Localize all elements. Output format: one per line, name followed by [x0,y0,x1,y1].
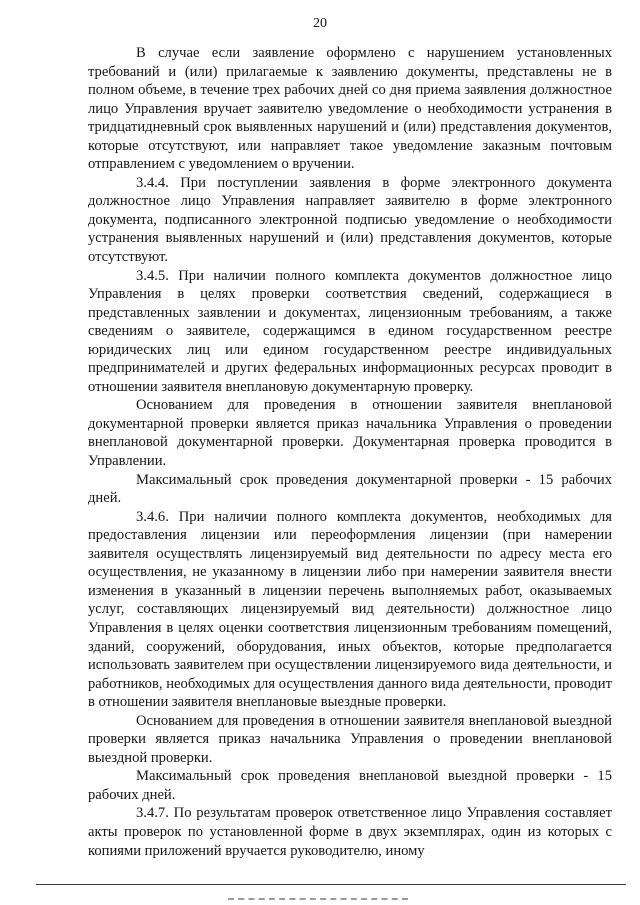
paragraph-documentary-check-term: Максимальный срок проведения документарной проверки - 15 рабочих дней. [88,471,612,507]
footer-scan-marks [228,898,408,903]
document-body [88,44,612,860]
paragraph-3-4-4: 3.4.4. При поступлении заявления в форме электронного документа должностное лицо Управления направляет заявителю в форме электронного документа, подписанного электронной подписью уведомление о необходимости устранения выявленных нарушений и (или) представления документов, которые отсутствуют. [88,174,612,266]
paragraph-onsite-check-term: Максимальный срок проведения внеплановой выездной проверки - 15 рабочих дней. [88,768,612,803]
paragraph-documentary-check-basis: Основанием для проведения в отношении заявителя внеплановой документарной проверки является приказ начальника Управления о проведении внеплановой документарной проверки. Документарная проверка проводится в Управлении. [88,397,612,470]
paragraph-3-4-6: 3.4.6. При наличии полного комплекта документов, необходимых для предоставления лицензии или переоформления лицензии (при намерении заявителя осуществлять лицензируемый вид деятельности по адресу места его осуществления, не указанному в лицензии либо при намерении заявителя внести изменения в указанный в лицензии перечень выполняемых работ, оказываемых услуг, составляющих лицензируемый вид деятельности) должностное лицо Управления в целях оценки соответствия лицензионным требованиям помещений, зданий, сооружений, оборудования, иных объектов, которые предполагается использовать заявителем при осуществлении лицензируемого вида деятельности, и работников, необходимых для осуществления данного вида деятельности, проводит в отношении заявителя внеплановые выездные проверки. [88,508,612,711]
paragraph-3-4-5: 3.4.5. При наличии полного комплекта документов должностное лицо Управления в целях проверки соответствия сведений, содержащиеся в представленных заявлении и документах, лицензионным требованиям, а также сведениям о заявителе, содержащимся в едином государственном реестре юридических лиц или едином государственном реестре индивидуальных предпринимателей и других федеральных информационных ресурсах проводит в отношении заявителя внеплановую документарную проверку. [88,267,612,395]
page-number: 20 [313,16,327,31]
footer-rule [36,884,626,885]
paragraph-3-4-7: 3.4.7. По результатам проверок ответственное лицо Управления составляет акты проверок по установленной форме в двух экземплярах, один из которых с копиями приложений вручается руководителю, иному [88,805,612,859]
paragraph-onsite-check-basis: Основанием для проведения в отношении заявителя внеплановой выездной проверки является приказ начальника Управления о проведении внеплановой выездной проверки. [88,712,612,766]
paragraph-notice-requirements: В случае если заявление оформлено с нарушением установленных требований и (или) прилагаемые к заявлению документы, представлены не в полном объеме, в течение трех рабочих дней со дня приема заявления должностное лицо Управления вручает заявителю уведомление о необходимости устранения в тридцатидневный срок выявленных нарушений и (или) представления документов, которые отсутствуют, или направляет такое уведомление заказным почтовым отправлением с уведомлением о вручении. [88,45,612,173]
